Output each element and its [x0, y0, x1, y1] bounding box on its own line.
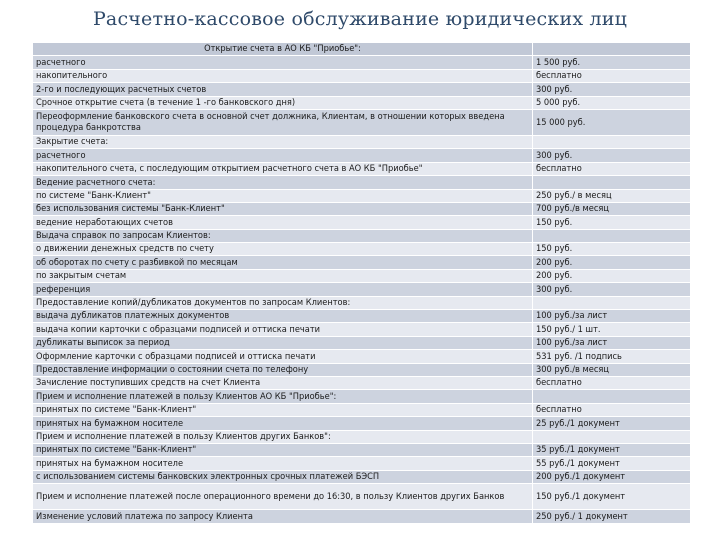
- price-cell: 100 руб./за лист: [533, 336, 691, 349]
- price-cell: 150 руб./ 1 шт.: [533, 323, 691, 336]
- service-cell: ведение неработающих счетов: [33, 216, 533, 229]
- price-cell: 150 руб.: [533, 243, 691, 256]
- service-cell: дубликаты выписок за период: [33, 336, 533, 349]
- service-cell: расчетного: [33, 149, 533, 162]
- service-cell: с использованием системы банковских электронных срочных платежей БЭСП: [33, 470, 533, 483]
- table-row: [33, 162, 691, 175]
- service-cell: расчетного: [33, 56, 533, 69]
- price-cell: 700 руб./в месяц: [533, 202, 691, 215]
- service-cell: о движении денежных средств по счету: [33, 243, 533, 256]
- price-cell: 55 руб./1 документ: [533, 457, 691, 470]
- price-cell: 300 руб.: [533, 283, 691, 296]
- table-row: [33, 443, 691, 456]
- service-cell: принятых по системе "Банк-Клиент": [33, 443, 533, 456]
- table-row: [33, 256, 691, 269]
- table-row: [33, 403, 691, 416]
- price-cell: бесплатно: [533, 162, 691, 175]
- price-cell: 200 руб.: [533, 256, 691, 269]
- price-cell: 15 000 руб.: [533, 109, 691, 135]
- table-row: [33, 269, 691, 282]
- service-cell: принятых на бумажном носителе: [33, 417, 533, 430]
- price-cell: 200 руб./1 документ: [533, 470, 691, 483]
- service-cell: по закрытым счетам: [33, 269, 533, 282]
- table-row: [33, 510, 691, 523]
- table-row: [33, 310, 691, 323]
- price-cell: 100 руб./за лист: [533, 310, 691, 323]
- table-row: [33, 56, 691, 69]
- price-cell: [533, 229, 691, 242]
- table-row: [33, 149, 691, 162]
- table-row: [33, 470, 691, 483]
- price-cell: бесплатно: [533, 376, 691, 389]
- table-row: [33, 202, 691, 215]
- service-cell: накопительного: [33, 69, 533, 82]
- service-cell: референция: [33, 283, 533, 296]
- price-cell: [533, 176, 691, 189]
- service-cell: накопительного счета, с последующим открытием расчетного счета в АО КБ "Приобье": [33, 162, 533, 175]
- price-cell: 531 руб. /1 подпись: [533, 350, 691, 363]
- table-row: [33, 484, 691, 510]
- price-cell: 1 500 руб.: [533, 56, 691, 69]
- table-row: [33, 350, 691, 363]
- table-header-empty-cell: [533, 43, 691, 56]
- table-row: [33, 109, 691, 135]
- service-cell: по системе "Банк-Клиент": [33, 189, 533, 202]
- service-cell: Изменение условий платежа по запросу Клиента: [33, 510, 533, 523]
- service-cell: выдача дубликатов платежных документов: [33, 310, 533, 323]
- price-cell: 250 руб./ 1 документ: [533, 510, 691, 523]
- table-row: [33, 296, 691, 309]
- page-title: Расчетно-кассовое обслуживание юридических лиц: [92, 8, 628, 30]
- service-cell: об оборотах по счету с разбивкой по месяцам: [33, 256, 533, 269]
- service-cell: Срочное открытие счета (в течение 1 -го банковского дня): [33, 96, 533, 109]
- service-cell: Переоформление банковского счета в основной счет должника, Клиентам, в отношении которых введена процедура банкротства: [33, 109, 533, 135]
- table-row: [33, 83, 691, 96]
- service-cell: Ведение расчетного счета:: [33, 176, 533, 189]
- price-cell: 150 руб./1 документ: [533, 484, 691, 510]
- service-cell: принятых на бумажном носителе: [33, 457, 533, 470]
- service-cell: без использования системы "Банк-Клиент": [33, 202, 533, 215]
- service-cell: принятых по системе "Банк-Клиент": [33, 403, 533, 416]
- service-cell: Предоставление информации о состоянии счета по телефону: [33, 363, 533, 376]
- table-row: [33, 336, 691, 349]
- price-cell: бесплатно: [533, 403, 691, 416]
- service-cell: Прием и исполнение платежей в пользу Клиентов АО КБ "Приобье":: [33, 390, 533, 403]
- table-row: [33, 363, 691, 376]
- table-row: [33, 135, 691, 148]
- service-cell: выдача копии карточки с образцами подписей и оттиска печати: [33, 323, 533, 336]
- service-cell: Зачисление поступивших средств на счет Клиента: [33, 376, 533, 389]
- table-row: [33, 96, 691, 109]
- price-cell: [533, 296, 691, 309]
- table-row: [33, 189, 691, 202]
- price-cell: 300 руб.: [533, 149, 691, 162]
- table-row: [33, 176, 691, 189]
- table-row: [33, 430, 691, 443]
- table-row: [33, 229, 691, 242]
- table-row: [33, 323, 691, 336]
- table-row: [33, 417, 691, 430]
- price-cell: 35 руб./1 документ: [533, 443, 691, 456]
- price-cell: [533, 430, 691, 443]
- table-row: [33, 376, 691, 389]
- table-row: [33, 243, 691, 256]
- price-cell: [533, 390, 691, 403]
- price-cell: 200 руб.: [533, 269, 691, 282]
- table-row: [33, 69, 691, 82]
- price-cell: 25 руб./1 документ: [533, 417, 691, 430]
- service-cell: Предоставление копий/дубликатов документов по запросам Клиентов:: [33, 296, 533, 309]
- price-cell: 5 000 руб.: [533, 96, 691, 109]
- table-row: [33, 457, 691, 470]
- table-header-cell: Открытие счета в АО КБ "Приобье":: [33, 43, 533, 56]
- service-cell: 2-го и последующих расчетных счетов: [33, 83, 533, 96]
- service-cell: Оформление карточки с образцами подписей и оттиска печати: [33, 350, 533, 363]
- service-cell: Выдача справок по запросам Клиентов:: [33, 229, 533, 242]
- table-row: [33, 390, 691, 403]
- price-cell: 250 руб./ в месяц: [533, 189, 691, 202]
- price-cell: [533, 135, 691, 148]
- service-cell: Прием и исполнение платежей в пользу Клиентов других Банков":: [33, 430, 533, 443]
- price-cell: бесплатно: [533, 69, 691, 82]
- table-row: [33, 216, 691, 229]
- price-cell: 300 руб./в месяц: [533, 363, 691, 376]
- table-header-row: [33, 43, 691, 56]
- table-row: [33, 283, 691, 296]
- service-cell: Прием и исполнение платежей после операционного времени до 16:30, в пользу Клиентов других Банков: [33, 484, 533, 510]
- price-cell: 300 руб.: [533, 83, 691, 96]
- service-cell: Закрытие счета:: [33, 135, 533, 148]
- tariff-table: [32, 42, 691, 524]
- price-cell: 150 руб.: [533, 216, 691, 229]
